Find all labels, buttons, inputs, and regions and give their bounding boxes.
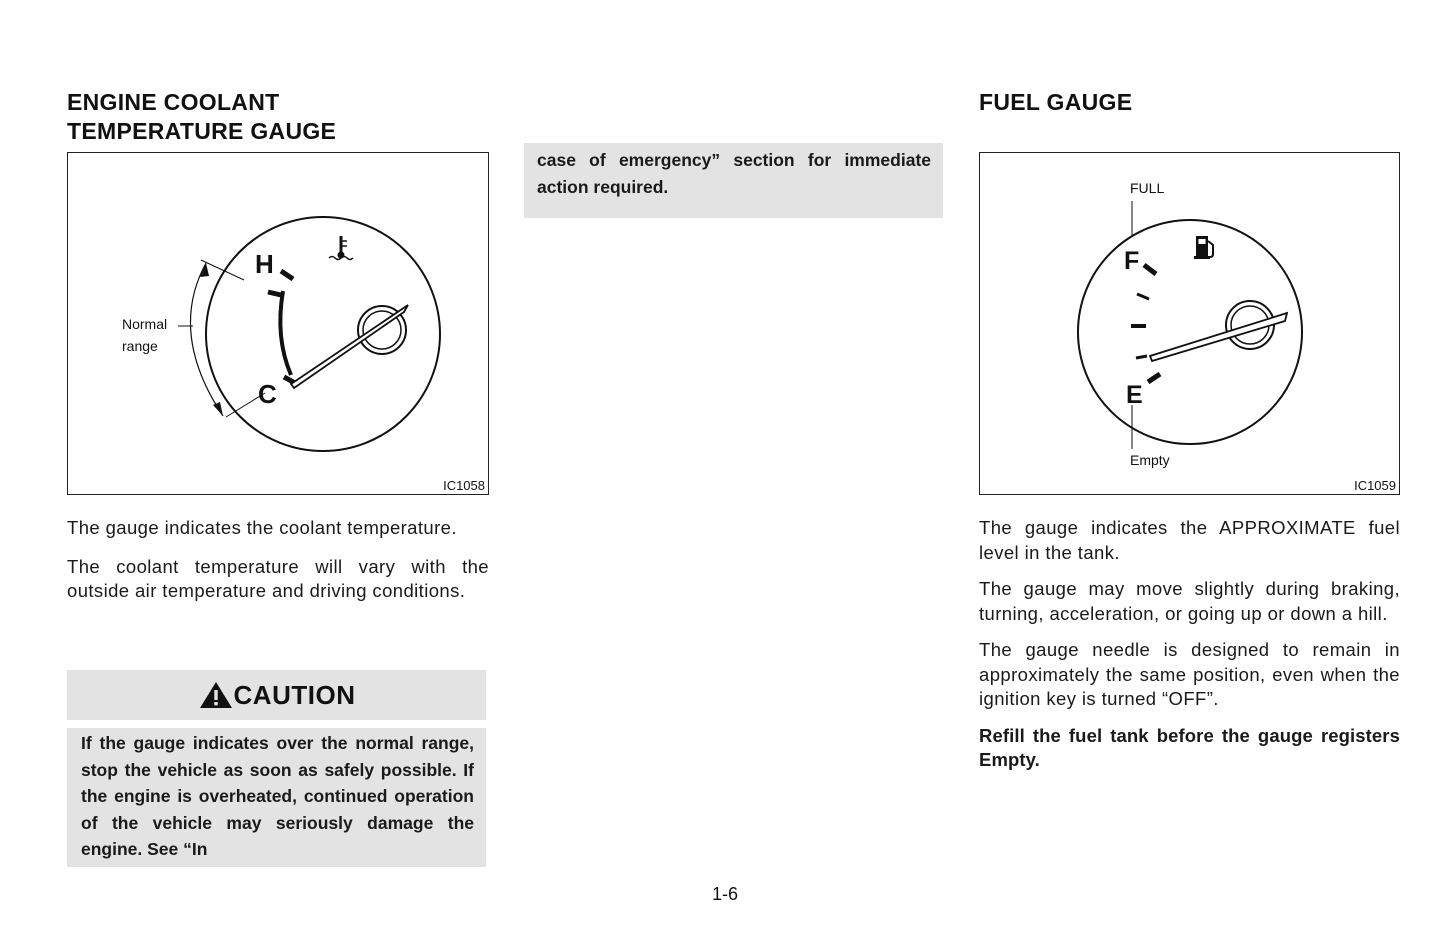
caution-continuation: case of emergency” section for immediate action required. (524, 143, 943, 218)
fuel-mark-f: F (1124, 247, 1140, 275)
coolant-mark-c: C (258, 379, 277, 409)
fuel-description (979, 516, 1400, 773)
empty-label: Empty (1130, 452, 1170, 468)
coolant-section-heading (67, 88, 336, 146)
coolant-gauge-drawing (68, 153, 488, 494)
full-label: FULL (1130, 180, 1165, 196)
fuel-para-4: Refill the fuel tank before the gauge registers Empty. (979, 724, 1400, 770)
coolant-gauge-figure (67, 152, 489, 495)
warning-triangle-icon (198, 680, 234, 710)
fuel-gauge-drawing (980, 153, 1399, 494)
coolant-heading-line1: ENGINE COOLANT (67, 89, 280, 115)
coolant-figure-code: IC1058 (443, 478, 485, 493)
range-label: range (122, 338, 158, 354)
fuel-para-3: The gauge needle is designed to remain in approximately the same position, even when the ignition key is turned “OFF”. (979, 639, 1400, 709)
normal-label: Normal (122, 316, 168, 332)
coolant-para-1: The gauge indicates the coolant temperature. (67, 517, 457, 538)
fuel-tick-1q (1136, 356, 1147, 358)
fuel-para-1: The gauge indicates the APPROXIMATE fuel level in the tank. (979, 517, 1400, 563)
fuel-para-2: The gauge may move slightly during braking, turning, acceleration, or going up or down a hill. (979, 578, 1400, 624)
coolant-tick-upper (268, 292, 281, 295)
coolant-description (67, 516, 489, 604)
caution-banner (67, 670, 486, 720)
coolant-heading-line2: TEMPERATURE GAUGE (67, 118, 337, 144)
coolant-para-2: The coolant temperature will vary with the outside air temperature and driving conditions. (67, 555, 489, 601)
coolant-mark-h: H (255, 249, 274, 279)
caution-title: CAUTION (233, 679, 356, 710)
page-number: 1-6 (712, 884, 739, 904)
fuel-figure-code: IC1059 (1354, 478, 1396, 493)
fuel-gauge-figure (979, 152, 1400, 495)
fuel-mark-e: E (1126, 381, 1143, 409)
normal-range-arrow-bottom (213, 402, 223, 416)
fuel-section-heading: FUEL GAUGE (979, 89, 1133, 115)
caution-body: If the gauge indicates over the normal range, stop the vehicle as soon as safely possible. If the engine is overheated, continued operation of the vehicle may seriously damage the engine. See “In (67, 728, 486, 867)
